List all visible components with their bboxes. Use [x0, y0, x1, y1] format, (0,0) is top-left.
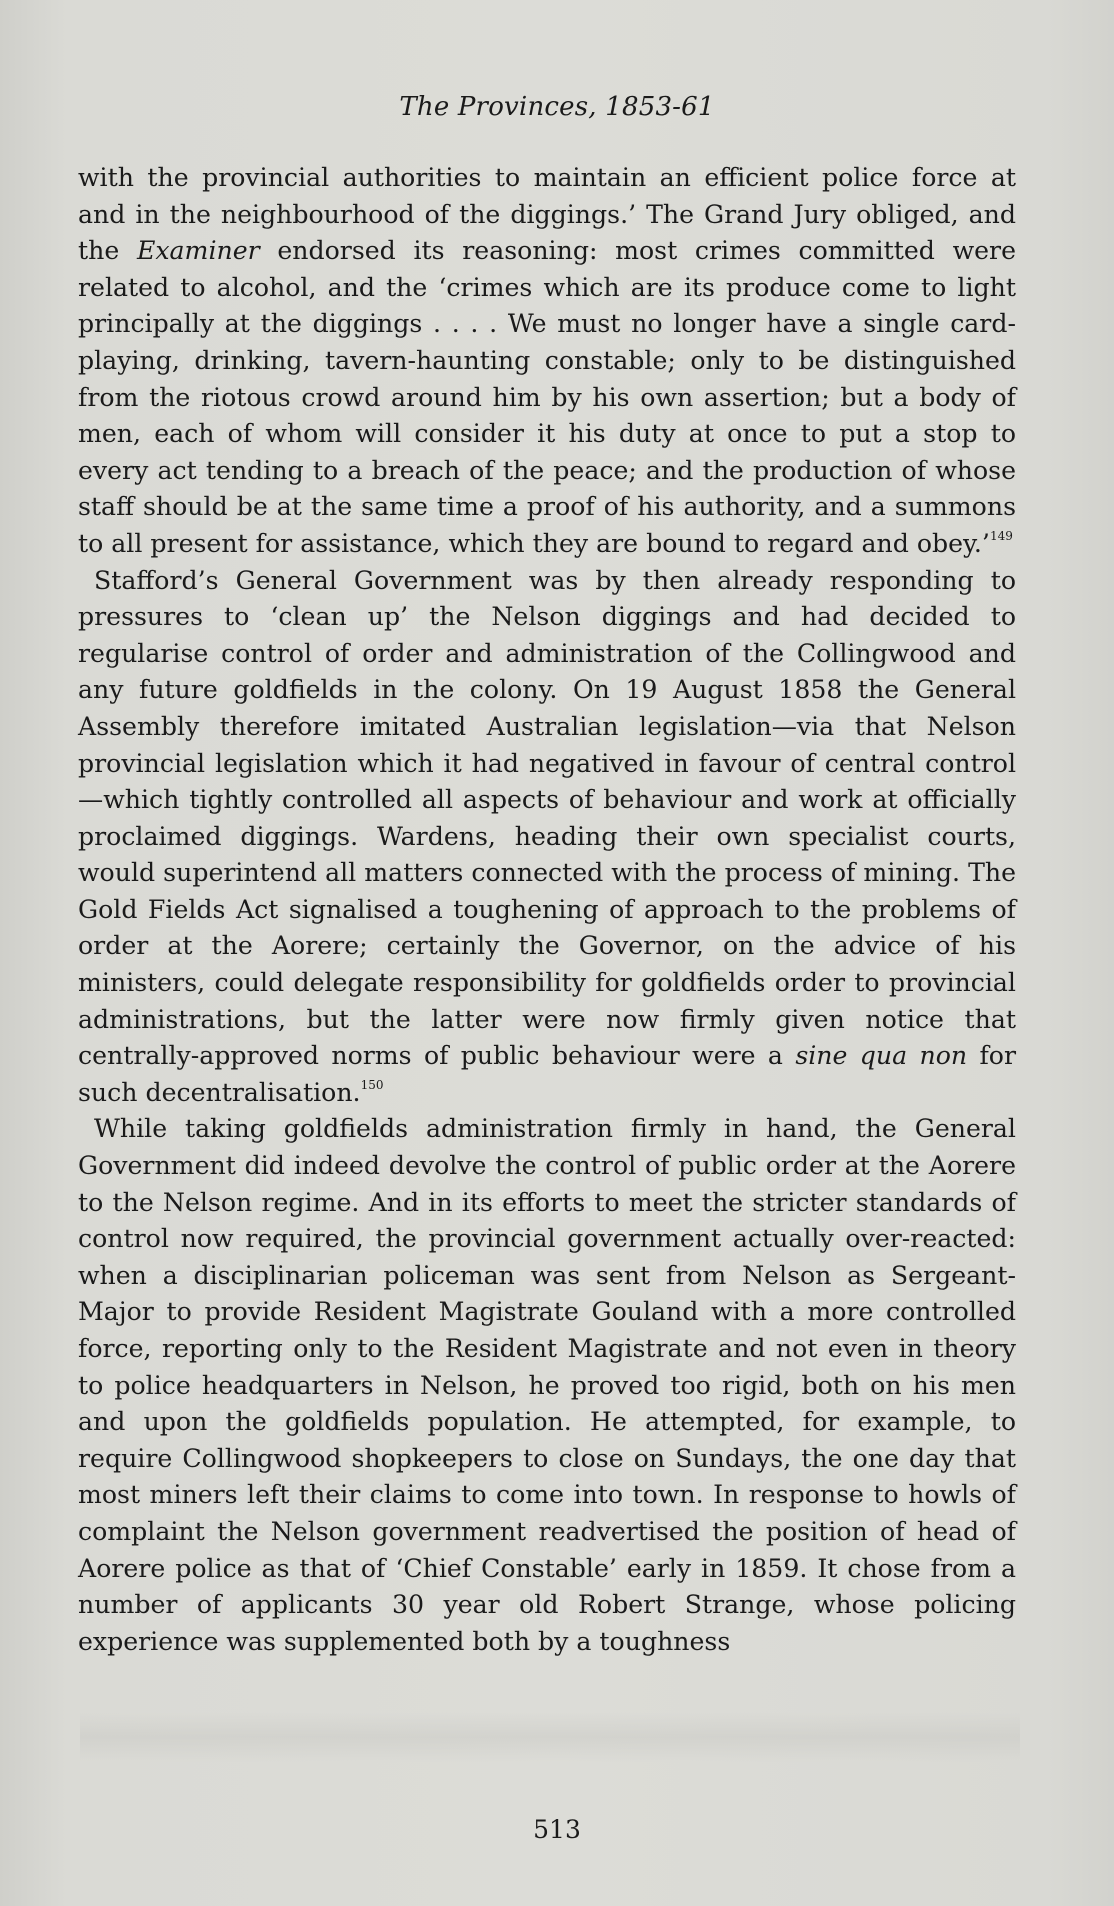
- text-run: endorsed its reasoning: most crimes committed were related to alcohol, and the ‘crimes which are its produce come to light principally at the diggings . . . . We must no longer have a single card-playing, drinking, tavern-haunting constable; only to be distinguished from the riotous crowd around him by his own assertion; but a body of men, each of whom will consider it his duty at once to put a stop to every act tending to a breach of the peace; and the production of whose staff should be at the same time a proof of his authority, and a summons to all present for assistance, which they are bound to regard and obey.’: [78, 236, 1016, 558]
- running-head: The Provinces, 1853-61: [399, 92, 715, 122]
- text-run: Stafford’s General Government was by then already responding to pressures to ‘clean up’ the Nelson diggings and had decided to regularise control of order and administration of the Collingwood and any future goldfields in the colony. On 19 August 1858 the General Assembly therefore imitated Australian legislation—via that Nelson provincial legislation which it had negatived in favour of central control—which tightly controlled all aspects of behaviour and work at officially proclaimed diggings. Wardens, heading their own specialist courts, would superintend all matters connected with the process of mining. The Gold Fields Act signalised a toughening of approach to the problems of order at the Aorere; certainly the Governor, on the advice of his ministers, could delegate responsibility for goldfields order to provincial administrations, but the latter were now firmly given notice that centrally-approved norms of public behaviour were a: [78, 565, 1016, 1071]
- text-run: with the provincial authorities to maintain an efficient police force at and in the neighbourhood of the diggings.’ The Grand Jury obliged, and the: [78, 163, 1016, 266]
- footnote-ref: 150: [360, 1077, 384, 1092]
- italic-text: Examiner: [136, 236, 260, 266]
- text-run: for such decentralisation.: [78, 1041, 1016, 1107]
- scan-shading: [80, 1712, 1020, 1762]
- italic-text: sine qua non: [795, 1041, 968, 1071]
- paragraph: [78, 1111, 1016, 1660]
- body-text: [78, 160, 1016, 1660]
- page-number: 513: [533, 1815, 581, 1844]
- paragraph: [78, 160, 1016, 563]
- paragraph: [78, 563, 1016, 1112]
- text-run: While taking goldfields administration firmly in hand, the General Government did indeed devolve the control of public order at the Aorere to the Nelson regime. And in its efforts to meet the stricter standards of control now required, the provincial government actually over-reacted: when a disciplinarian policeman was sent from Nelson as Sergeant-Major to provide Resident Magistrate Gouland with a more controlled force, reporting only to the Resident Magistrate and not even in theory to police headquarters in Nelson, he proved too rigid, both on his men and upon the goldfields population. He attempted, for example, to require Collingwood shopkeepers to close on Sundays, the one day that most miners left their claims to come into town. In response to howls of complaint the Nelson government readvertised the position of head of Aorere police as that of ‘Chief Constable’ early in 1859. It chose from a number of applicants 30 year old Robert Strange, whose policing experience was supplemented both by a toughness: [78, 1114, 1016, 1656]
- footnote-ref: 149: [989, 528, 1013, 543]
